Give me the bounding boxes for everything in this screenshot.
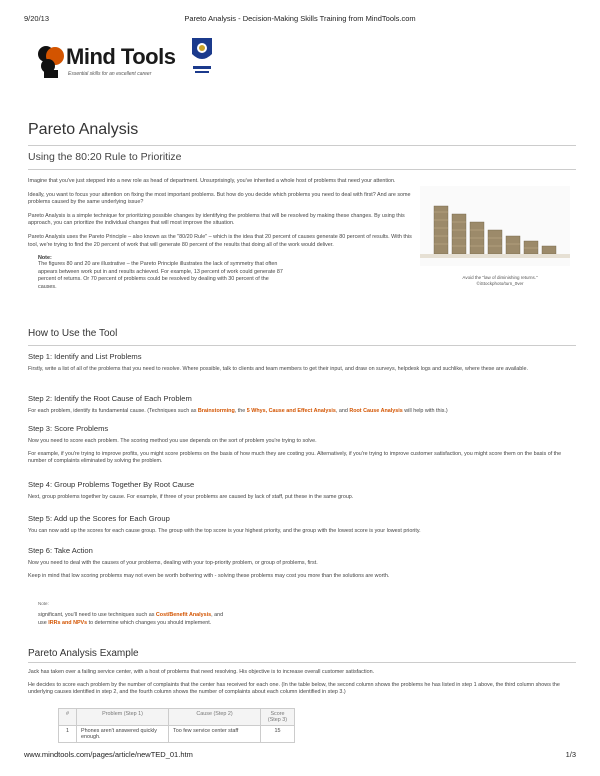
note-2-text: , and xyxy=(211,612,224,618)
step-3 xyxy=(28,424,576,466)
figure-caption xyxy=(420,275,580,287)
print-header xyxy=(24,14,576,26)
step-4-text: Next, group problems together by cause. For example, if three of your problems are caused by lack of staff, put these in the same group. xyxy=(28,494,354,500)
step-6-text: Keep in mind that low scoring problems may not even be worth bothering with - solving these problems may cost you more than the solutions are worth. xyxy=(28,572,390,579)
how-to-use-section xyxy=(28,328,576,346)
note-2-label-wrap xyxy=(38,592,586,610)
note-2-label: Note: xyxy=(38,601,49,606)
example-paragraph: Jack has taken over a failing service center, with a host of problems that need resolving. His objective is to increase overall customer satisfaction. xyxy=(28,669,375,675)
step-4-heading: Step 4: Group Problems Together By Root Cause xyxy=(28,480,195,489)
table-row xyxy=(59,726,295,743)
table-header: Score (Step 3) xyxy=(261,709,295,726)
heads-logo-icon xyxy=(36,42,66,78)
example-text xyxy=(28,664,576,697)
table-cell: 1 xyxy=(59,726,77,743)
step-1 xyxy=(28,352,576,374)
note-2-line xyxy=(38,612,358,620)
table-cell: Phones aren't answered quickly enough. xyxy=(77,726,169,743)
subtitle-divider xyxy=(28,169,576,170)
table-header: # xyxy=(59,709,77,726)
note-2 xyxy=(38,612,358,627)
coin-stacks-image xyxy=(420,186,570,266)
step-3-text: Now you need to score each problem. The scoring method you use depends on the sort of problem you're trying to solve. xyxy=(28,438,317,444)
note-label: Note: xyxy=(38,255,52,262)
page-number: 1/3 xyxy=(565,750,576,759)
article-title: Pareto Analysis xyxy=(28,121,139,138)
step-5-heading: Step 5: Add up the Scores for Each Group xyxy=(28,514,170,523)
figure-credit: ©iStockphoto/turn_0ver xyxy=(476,281,524,286)
step-2-text-part: , the xyxy=(234,408,247,414)
problems-table xyxy=(58,708,295,743)
table-header: Cause (Step 2) xyxy=(169,709,261,726)
step-4 xyxy=(28,480,576,502)
title-divider xyxy=(28,145,576,146)
how-to-use-heading: How to Use the Tool xyxy=(28,328,118,339)
note-2-line xyxy=(38,620,358,628)
irrs-npvs-link[interactable]: IRRs and NPVs xyxy=(48,619,88,626)
intro-paragraph: Pareto Analysis uses the Pareto Principle – also known as the "80/20 Rule" – which is the idea that 20 percent of causes generate 80 percent of results. With this tool, we're trying to find the 20 percent of work that will generate 80 percent of the results that doing all of the work would deliver. xyxy=(28,233,412,248)
step-2 xyxy=(28,394,576,416)
step-2-text-part: For each problem, identify its fundamental cause. (Techniques such as xyxy=(28,408,198,414)
print-date: 9/20/13 xyxy=(24,14,50,23)
print-url: www.mindtools.com/pages/article/newTED_01.htm xyxy=(24,750,193,759)
brainstorming-link[interactable]: Brainstorming xyxy=(197,408,235,414)
step-6-heading: Step 6: Take Action xyxy=(28,546,93,555)
step-2-text-part: will help with this.) xyxy=(402,408,448,414)
note-2-text: significant, you'll need to use techniques such as xyxy=(38,612,156,618)
step-1-heading: Step 1: Identify and List Problems xyxy=(28,352,142,361)
step-3-heading: Step 3: Score Problems xyxy=(28,424,109,433)
table-header: Problem (Step 1) xyxy=(77,709,169,726)
brand-name: Mind Tools xyxy=(66,44,176,69)
step-2-text xyxy=(28,408,576,416)
note-2-text: to determine which changes you should implement. xyxy=(87,619,212,626)
intro-paragraph: Ideally, you want to focus your attention on fixing the most important problems. But how do you decide which problems you need to deal with first? And are some problems caused by the same underlying issue? xyxy=(28,191,411,206)
note-text: The figures 80 and 20 are illustrative – the Pareto Principle illustrates the lack of symmetry that often appears between work put in and results achieved. For example, 13 percent of work could generate 87 percent of returns. Or 70 percent of problems could be resolved by dealing with 30 percent of the causes. xyxy=(38,261,283,290)
step-1-text: Firstly, write a list of all of the problems that you need to resolve. Where possible, talk to clients and team members to get their input, and draw on surveys, helpdesk logs and suchlike, where these are available. xyxy=(28,366,528,372)
note-box xyxy=(38,255,420,291)
step-6 xyxy=(28,546,576,580)
step-2-heading: Step 2: Identify the Root Cause of Each Problem xyxy=(28,394,192,403)
step-3-text: For example, if you're trying to improve profits, you might score problems on the basis of how much they are costing you. Alternatively, if you're trying to improve customer satisfaction, you might score them on the basis of the number of complaints eliminated by solving the problem. xyxy=(28,450,562,465)
table-cell: 15 xyxy=(261,726,295,743)
mindtools-logo[interactable] xyxy=(36,38,176,86)
section-divider xyxy=(28,345,576,346)
print-footer xyxy=(24,750,576,762)
print-page-title: Pareto Analysis - Decision-Making Skills Training from MindTools.com xyxy=(184,14,416,23)
step-2-text-part: , and xyxy=(335,408,350,414)
figure-caption-text: Avoid the "law of diminishing returns." xyxy=(462,275,538,280)
brand-tagline: Essential skills for an excellent career xyxy=(68,71,152,77)
intro-paragraph: Imagine that you've just stepped into a new role as head of department. Unsurprisingly, you've inherited a whole host of problems that need your attention. xyxy=(28,178,396,184)
root-cause-analysis-link[interactable]: Root Cause Analysis xyxy=(349,408,403,414)
five-whys-link[interactable]: 5 Whys, Cause and Effect Analysis xyxy=(246,408,336,414)
step-5-text: You can now add up the scores for each cause group. The group with the top score is your highest priority, and the group with the lowest score is your lowest priority. xyxy=(28,528,421,534)
step-5 xyxy=(28,514,576,536)
example-divider xyxy=(28,662,576,663)
note-2-text: use xyxy=(38,619,49,626)
intro-section xyxy=(28,178,420,298)
example-heading: Pareto Analysis Example xyxy=(28,648,139,659)
article-subtitle: Using the 80:20 Rule to Prioritize xyxy=(28,151,182,163)
intro-paragraph: Pareto Analysis is a simple technique for prioritizing possible changes by identifying the problems that will be resolved by making these changes. By using this approach, you can prioritize the individual changes that will most improve the situation. xyxy=(28,212,405,227)
queens-award-crest-icon xyxy=(188,36,216,76)
example-paragraph: He decides to score each problem by the number of complaints that the center has received for each one. (In the table below, the second column shows the problems he has listed in step 1 above, the third column shows the underlying causes identified in step 2, and the fourth column shows the number of complaints about each column identified in step 3.) xyxy=(28,681,560,696)
table-cell: Too few service center staff xyxy=(169,726,261,743)
coin-stacks-figure xyxy=(420,186,580,287)
step-6-text: Now you need to deal with the causes of your problems, dealing with your top-priority problem, or group of problems, first. xyxy=(28,560,318,566)
table-header-row xyxy=(59,709,295,726)
cost-benefit-analysis-link[interactable]: Cost/Benefit Analysis xyxy=(155,612,212,618)
